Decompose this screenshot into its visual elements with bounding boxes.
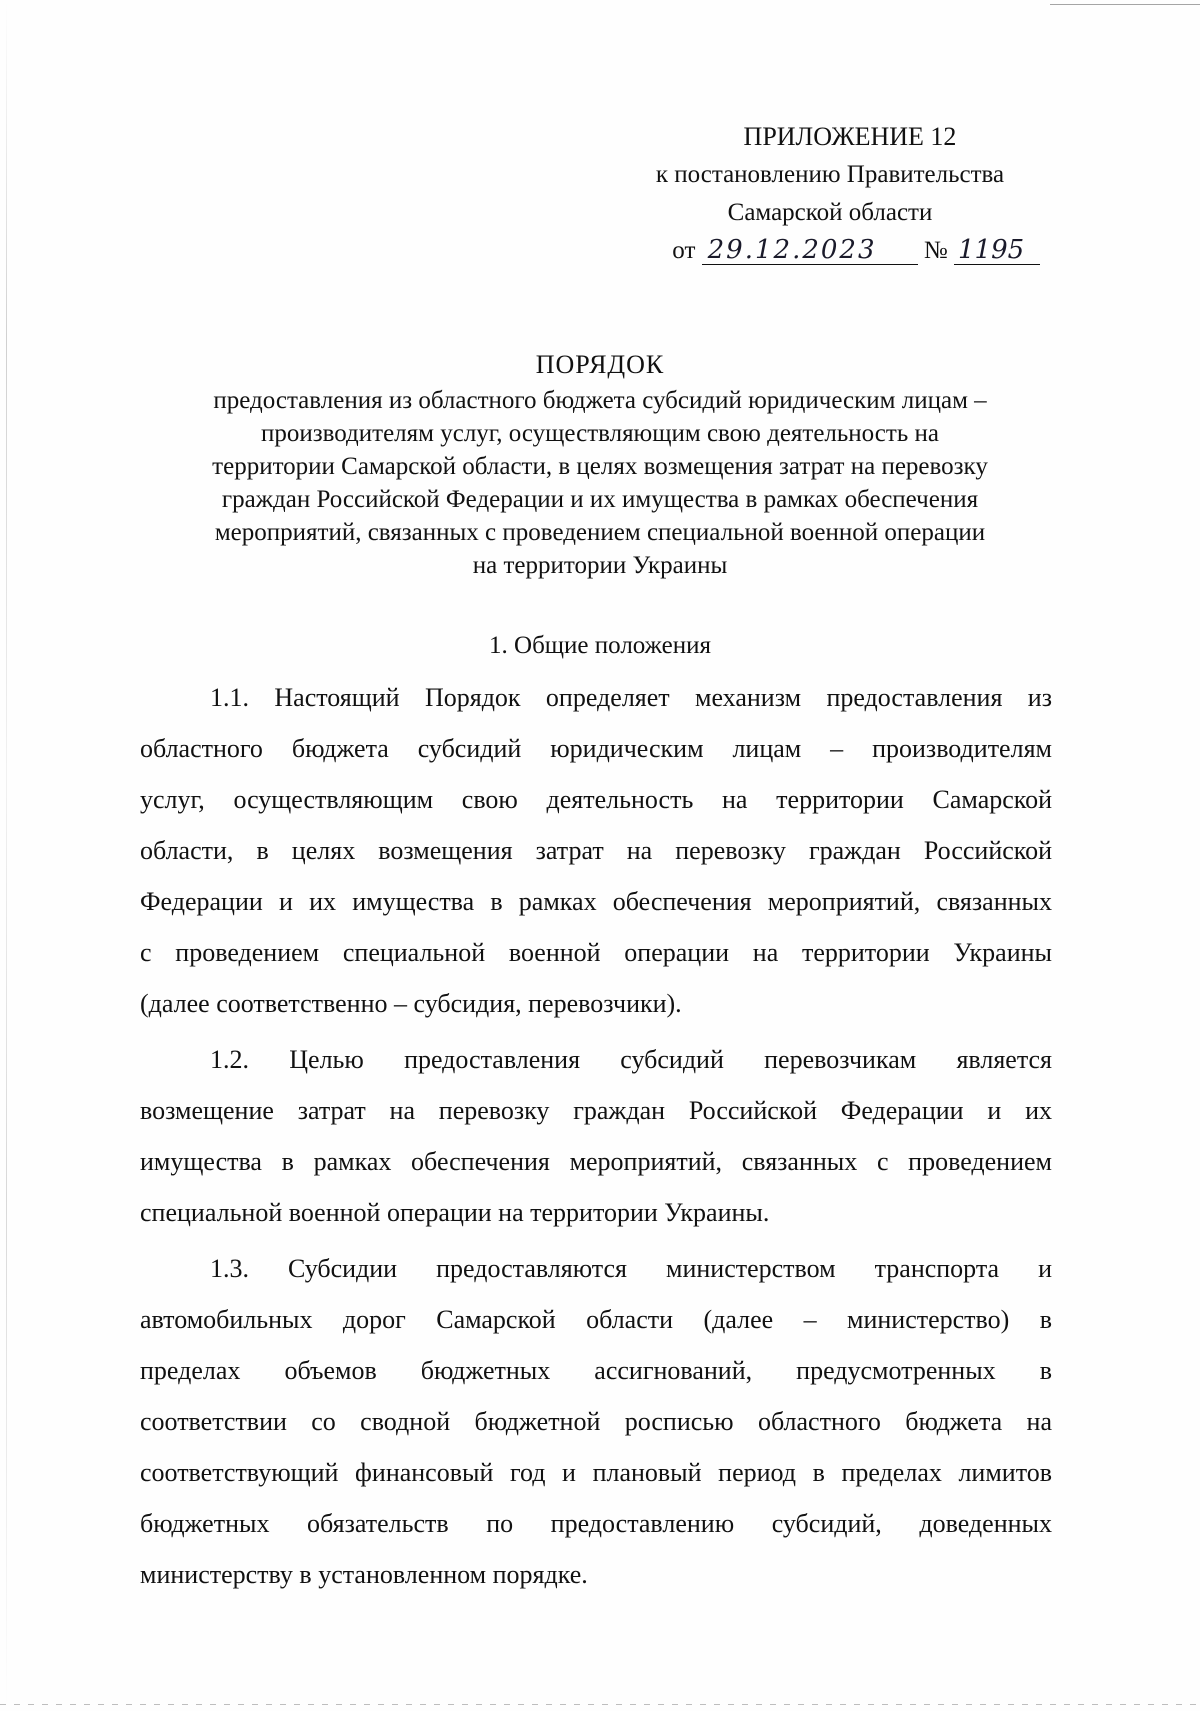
paragraph-line: 1.1. Настоящий Порядок определяет механизм предоставления из — [210, 683, 1052, 712]
paragraph-line: с проведением специальной военной операции на территории Украины — [140, 938, 1052, 967]
paragraph-line: пределах объемов бюджетных ассигнований, предусмотренных в — [140, 1356, 1052, 1385]
appendix-date-line — [620, 232, 1040, 270]
paragraph-line: области, в целях возмещения затрат на перевозку граждан Российской — [140, 836, 1052, 865]
paragraph-1-2 — [140, 1034, 1052, 1238]
paragraph-line: 1.3. Субсидии предоставляются министерством транспорта и — [210, 1254, 1052, 1283]
paragraph-line: (далее соответственно – субсидия, перевозчики). — [140, 989, 682, 1018]
paragraph-line: областного бюджета субсидий юридическим лицам – производителям — [140, 734, 1052, 763]
handwritten-date: 29.12.2023 — [702, 236, 918, 265]
paragraph-line: специальной военной операции на территории Украины. — [140, 1198, 770, 1227]
subtitle-line: территории Самарской области, в целях возмещения затрат на перевозку — [212, 453, 988, 480]
date-prefix: от — [672, 237, 696, 264]
paragraph-line: министерству в установленном порядке. — [140, 1560, 588, 1589]
paragraph-line: имущества в рамках обеспечения мероприятий, связанных с проведением — [140, 1147, 1052, 1176]
subtitle-line: на территории Украины — [472, 552, 728, 579]
scan-edge-bottom — [0, 1704, 1200, 1705]
subtitle-line: мероприятий, связанных с проведением специальной военной операции — [214, 519, 986, 546]
appendix-title: ПРИЛОЖЕНИЕ 12 — [743, 122, 957, 151]
paragraph-line: услуг, осуществляющим свою деятельность на территории Самарской — [140, 785, 1052, 814]
scan-edge-top — [1050, 4, 1200, 5]
scan-edge-left — [6, 0, 7, 1711]
subtitle-line: производителям услуг, осуществляющим свою деятельность на — [261, 420, 939, 447]
paragraph-1-1 — [140, 672, 1052, 1029]
document-title: ПОРЯДОК — [535, 350, 665, 379]
paragraph-line: бюджетных обязательств по предоставлению субсидий, доведенных — [140, 1509, 1052, 1538]
section-heading: 1. Общие положения — [489, 632, 711, 659]
number-prefix: № — [923, 237, 948, 264]
handwritten-number: 1195 — [954, 236, 1040, 265]
body-text — [140, 672, 1052, 1600]
appendix-block — [620, 118, 1040, 270]
appendix-line-1: к постановлению Правительства — [655, 161, 1005, 188]
paragraph-line: возмещение затрат на перевозку граждан Российской Федерации и их — [140, 1096, 1052, 1125]
document-subtitle — [120, 384, 1080, 582]
appendix-line-2: Самарской области — [727, 199, 933, 226]
subtitle-line: предоставления из областного бюджета субсидий юридическим лицам – — [213, 387, 987, 414]
paragraph-line: 1.2. Целью предоставления субсидий перевозчикам является — [210, 1045, 1052, 1074]
subtitle-line: граждан Российской Федерации и их имущества в рамках обеспечения — [221, 486, 979, 513]
paragraph-line: Федерации и их имущества в рамках обеспечения мероприятий, связанных — [140, 887, 1052, 916]
paragraph-line: соответствии со сводной бюджетной росписью областного бюджета на — [140, 1407, 1052, 1436]
paragraph-1-3 — [140, 1243, 1052, 1600]
paragraph-line: автомобильных дорог Самарской области (далее – министерство) в — [140, 1305, 1052, 1334]
paragraph-line: соответствующий финансовый год и плановый период в пределах лимитов — [140, 1458, 1052, 1487]
